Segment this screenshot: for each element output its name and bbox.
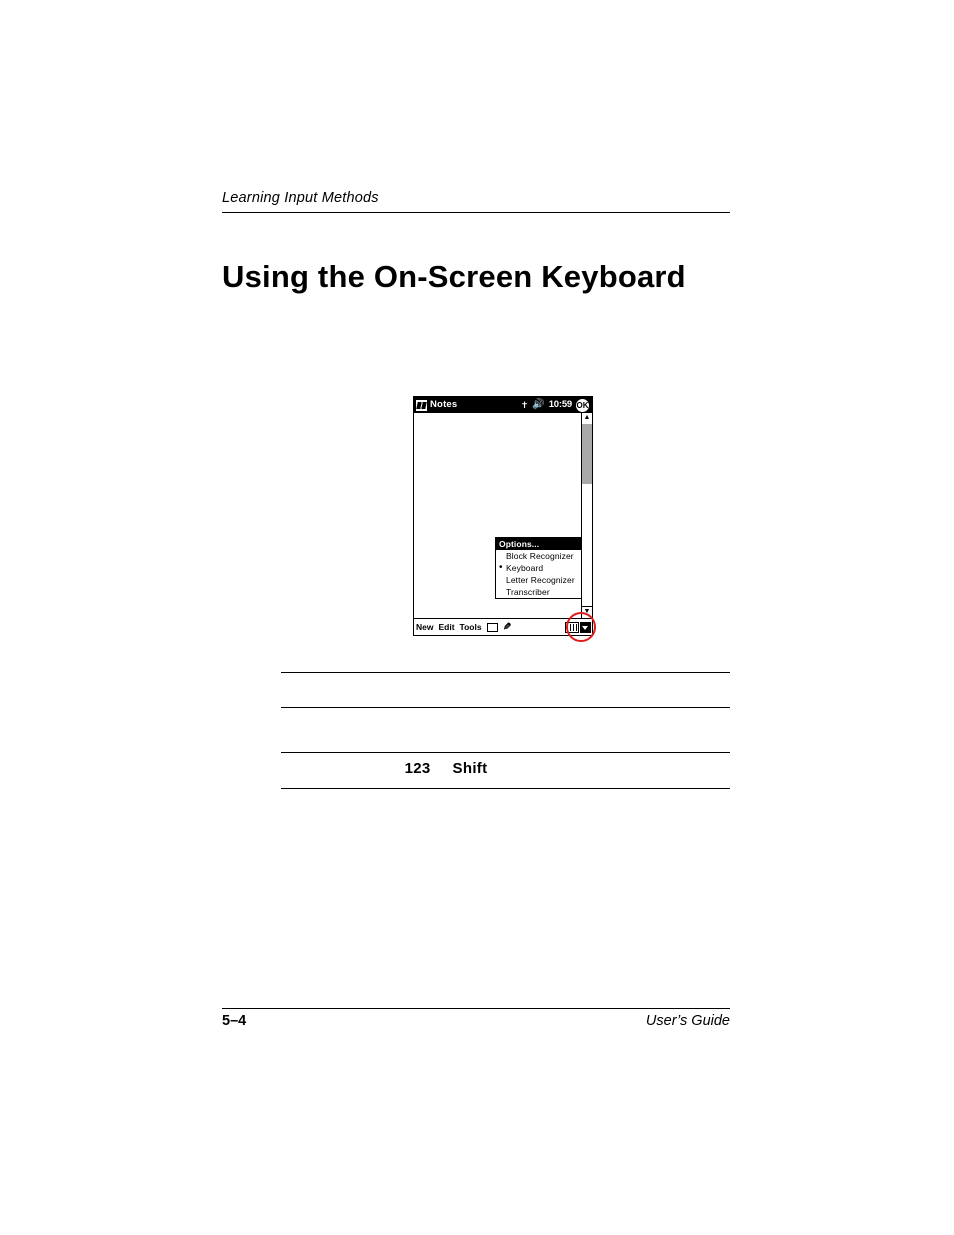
- running-head: Learning Input Methods: [222, 190, 379, 206]
- scrollbar-track[interactable]: [582, 484, 592, 607]
- page-title: Using the On-Screen Keyboard: [222, 258, 686, 294]
- new-button[interactable]: New: [416, 622, 434, 632]
- connectivity-icon: ✝: [520, 400, 529, 410]
- pda-status-icons: [521, 397, 592, 413]
- shift-note-label: Shift: [452, 760, 488, 777]
- input-panel-controls[interactable]: [565, 622, 592, 633]
- speaker-icon: 🔊: [532, 399, 545, 410]
- header-divider: [222, 212, 730, 213]
- tools-button[interactable]: Tools: [459, 622, 482, 632]
- scroll-up-icon[interactable]: ▲: [582, 413, 592, 425]
- footer-divider: [222, 1008, 730, 1009]
- pda-figure: [413, 396, 593, 636]
- pda-clock: 10:59: [548, 399, 572, 410]
- note-divider-2: [281, 707, 730, 708]
- ok-button[interactable]: OK: [576, 400, 589, 410]
- menu-item-letter-recognizer[interactable]: Letter Recognizer: [506, 575, 575, 585]
- note-divider-5: [281, 788, 730, 789]
- edit-button[interactable]: Edit: [438, 622, 455, 632]
- note-divider-3: [281, 752, 611, 753]
- note-divider-1: [281, 672, 730, 673]
- footer-guide-label: User’s Guide: [645, 1013, 730, 1029]
- menu-item-keyboard[interactable]: • Keyboard: [496, 562, 581, 574]
- scrollbar-thumb[interactable]: [582, 424, 592, 484]
- scroll-down-icon[interactable]: ▼: [582, 606, 592, 618]
- keyboard-toggle-icon[interactable]: [487, 623, 498, 632]
- menu-item-block-recognizer[interactable]: Block Recognizer: [506, 551, 574, 561]
- input-method-menu[interactable]: [495, 537, 582, 599]
- pda-titlebar: [414, 397, 592, 413]
- note-divider-4: [611, 752, 730, 753]
- shift-note-number: 123: [404, 760, 431, 777]
- vertical-scrollbar[interactable]: [581, 413, 592, 618]
- chevron-down-icon[interactable]: [580, 622, 591, 633]
- pda-app-name: Notes: [430, 399, 458, 410]
- keyboard-icon[interactable]: [565, 622, 579, 633]
- footer-page-number: 5–4: [222, 1013, 247, 1029]
- pen-icon[interactable]: ✎: [502, 621, 511, 633]
- windows-logo-icon: [416, 400, 427, 411]
- input-method-options-item[interactable]: Options...: [496, 538, 581, 550]
- pda-command-bar: [414, 618, 592, 635]
- menu-item-transcriber[interactable]: Transcriber: [506, 587, 550, 597]
- shift-note: [281, 760, 611, 777]
